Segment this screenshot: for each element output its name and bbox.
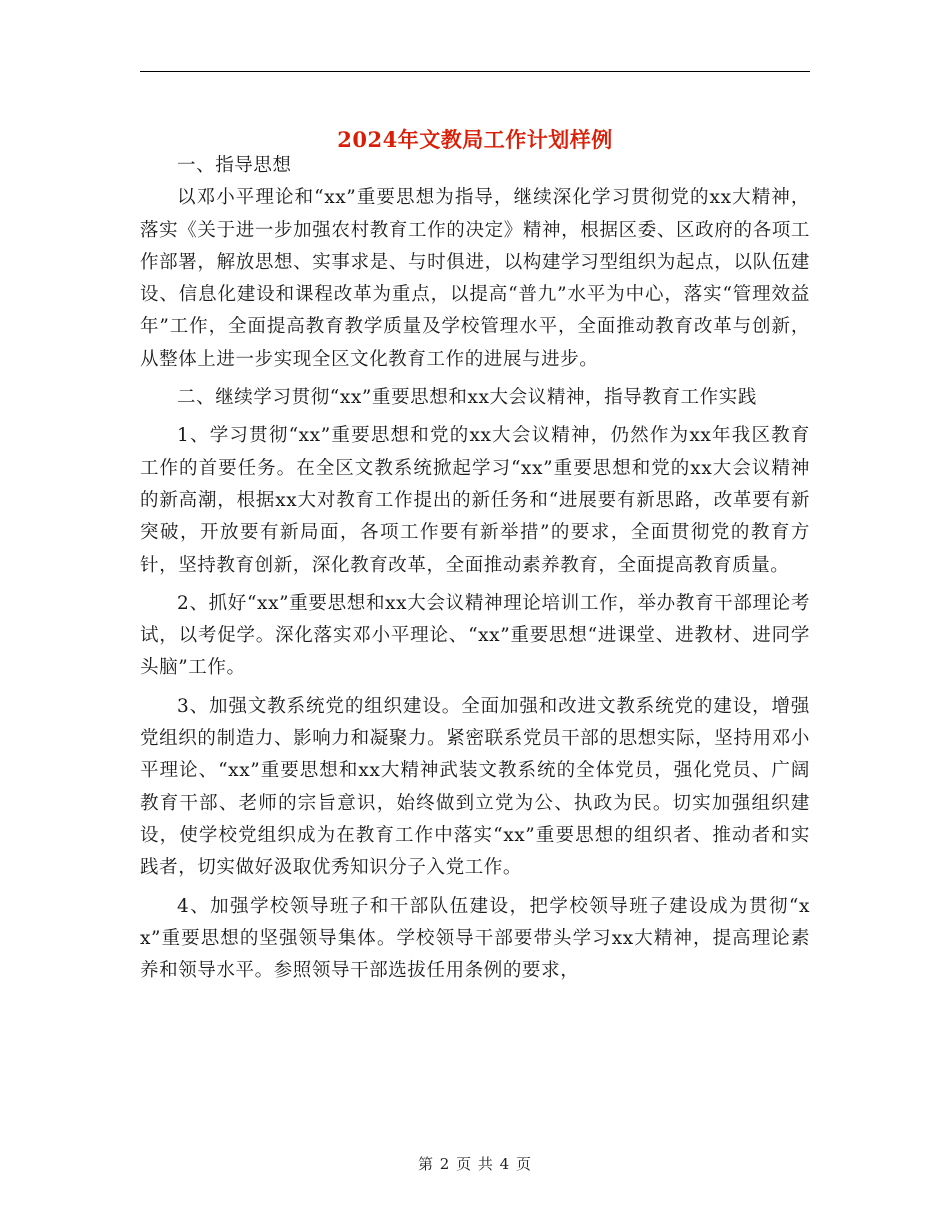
body-paragraph: 以邓小平理论和“xx”重要思想为指导，继续深化学习贯彻党的xx大精神，落实《关于进一步加强农村教育工作的决定》精神，根据区委、区政府的各项工作部署，解放思想、实事求是、与时俱进，以构建学习型组织为起点，以队伍建设、信息化建设和课程改革为重点，以提高“普九”水平为中心，落实“管理效益年”工作，全面提高教育教学质量及学校管理水平，全面推动教育改革与创新，从整体上进一步实现全区文化教育工作的进展与进步。 [140,187,810,370]
body-paragraph: 2、抓好“xx”重要思想和xx大会议精神理论培训工作，举办教育干部理论考试，以考促学。深化落实邓小平理论、“xx”重要思想“进课堂、进教材、进同学头脑”工作。 [140,592,810,679]
document-body [140,150,810,987]
body-paragraph: 3、加强文教系统党的组织建设。全面加强和改进文教系统党的建设，增强党组织的制造力、影响力和凝聚力。紧密联系党员干部的思想实际，坚持用邓小平理论、“xx”重要思想和xx大精神武装文教系统的全体党员，强化党员、广阔教育干部、老师的宗旨意识，始终做到立党为公、执政为民。切实加强组织建设，使学校党组织成为在教育工作中落实“xx”重要思想的组织者、推动者和实践者，切实做好汲取优秀知识分子入党工作。 [140,695,810,879]
section-heading-guiding-thought: 一、指导思想 [177,155,292,176]
section-heading-study-implementation: 二、继续学习贯彻“xx”重要思想和xx大会议精神，指导教育工作实践 [177,387,757,409]
body-paragraph: 1、学习贯彻“xx”重要思想和党的xx大会议精神，仍然作为xx年我区教育工作的首要任务。在全区文教系统掀起学习“xx”重要思想和党的xx大会议精神的新高潮，根据xx大对教育工作提出的新任务和“进展要有新思路，改革要有新突破，开放要有新局面，各项工作要有新举措”的要求，全面贯彻党的教育方针，坚持教育创新，深化教育改革，全面推动素养教育，全面提高教育质量。 [140,425,810,576]
page-number: 第 2 页 共 4 页 [418,1155,532,1173]
document-title: 2024年文教局工作计划样例 [337,127,613,153]
header-rule [140,71,810,72]
body-paragraph: 4、加强学校领导班子和干部队伍建设，把学校领导班子建设成为贯彻“xx”重要思想的坚强领导集体。学校领导干部要带头学习xx大精神，提高理论素养和领导水平。参照领导干部选拔任用条例的要求， [140,895,810,982]
